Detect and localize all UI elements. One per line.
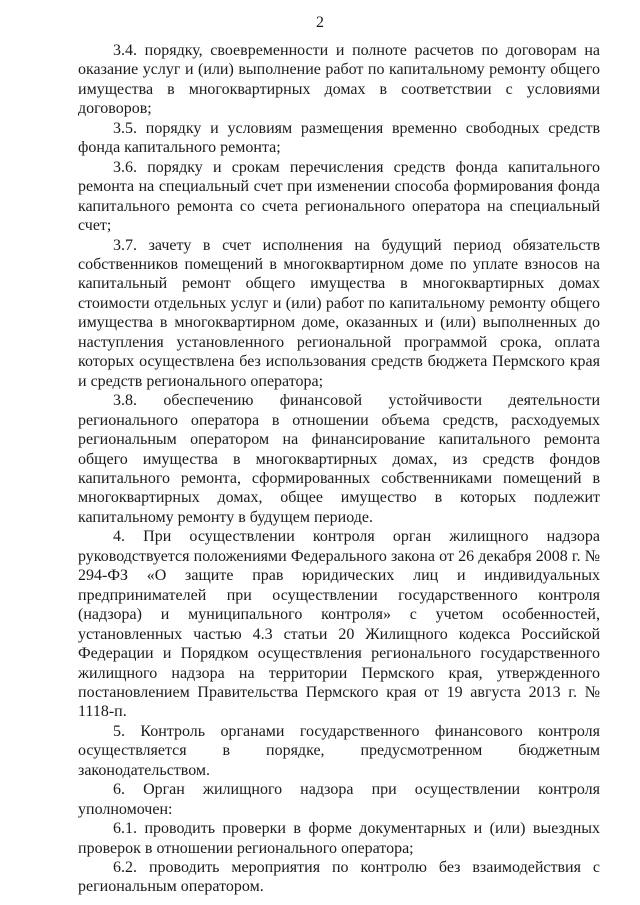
- paragraph-6-1: 6.1. проводить проверки в форме документарных и (или) выездных проверок в отношении регионального оператора;: [78, 820, 600, 857]
- document-body: [78, 41, 600, 897]
- paragraph-5: 5. Контроль органами государственного финансового контроля осуществляется в порядке, предусмотренном бюджетным законодательством.: [78, 722, 600, 779]
- paragraph-3-7: 3.7. зачету в счет исполнения на будущий период обязательств собственников помещений в многоквартирном доме по уплате взносов на капитальный ремонт общего имущества в многоквартирных домах стоимости отдельных услуг и (или) работ по капитальному ремонту общего имущества в многоквартирном доме, оказанных и (или) выполненных до наступления установленного региональной программой срока, оплата которых осуществлена без использования средств бюджета Пермского края и средств регионального оператора;: [78, 236, 600, 390]
- paragraph-3-8: 3.8. обеспечению финансовой устойчивости деятельности регионального оператора в отношении объема средств, расходуемых региональным оператором на финансирование капитального ремонта общего имущества в многоквартирных домах, из средств фондов капитального ремонта, сформированных собственниками помещений в многоквартирных домах, общее имущество в которых подлежит капитальному ремонту в будущем периоде.: [78, 392, 600, 526]
- paragraph-6-2: 6.2. проводить мероприятия по контролю без взаимодействия с региональным оператором.: [78, 859, 600, 896]
- paragraph-3-6: 3.6. порядку и срокам перечисления средств фонда капитального ремонта на специальный счет при изменении способа формирования фонда капитального ремонта со счета регионального оператора на специальный счет;: [78, 158, 600, 235]
- paragraph-3-4: 3.4. порядку, своевременности и полноте расчетов по договорам на оказание услуг и (или) выполнение работ по капитальному ремонту общего имущества в многоквартирных домах в соответствии с условиями договоров;: [78, 42, 600, 118]
- paragraph-6: 6. Орган жилищного надзора при осуществлении контроля уполномочен:: [78, 781, 600, 818]
- paragraph-3-5: 3.5. порядку и условиям размещения временно свободных средств фонда капитального ремонта;: [78, 119, 600, 157]
- page-number: 2: [316, 14, 324, 31]
- paragraph-4: 4. При осуществлении контроля орган жилищного надзора руководствуется положениями Федерального закона от 26 декабря 2008 г. № 294-ФЗ «О защите прав юридических лиц и индивидуальных предпринимателей при осуществлении государственного контроля (надзора) и муниципального контроля» с учетом особенностей, установленных частью 4.3 статьи 20 Жилищного кодекса Российской Федерации и Порядком осуществления регионального государственного жилищного надзора на территории Пермского края, утвержденного постановлением Правительства Пермского края от 19 августа 2013 г. № 1118-п.: [78, 528, 600, 721]
